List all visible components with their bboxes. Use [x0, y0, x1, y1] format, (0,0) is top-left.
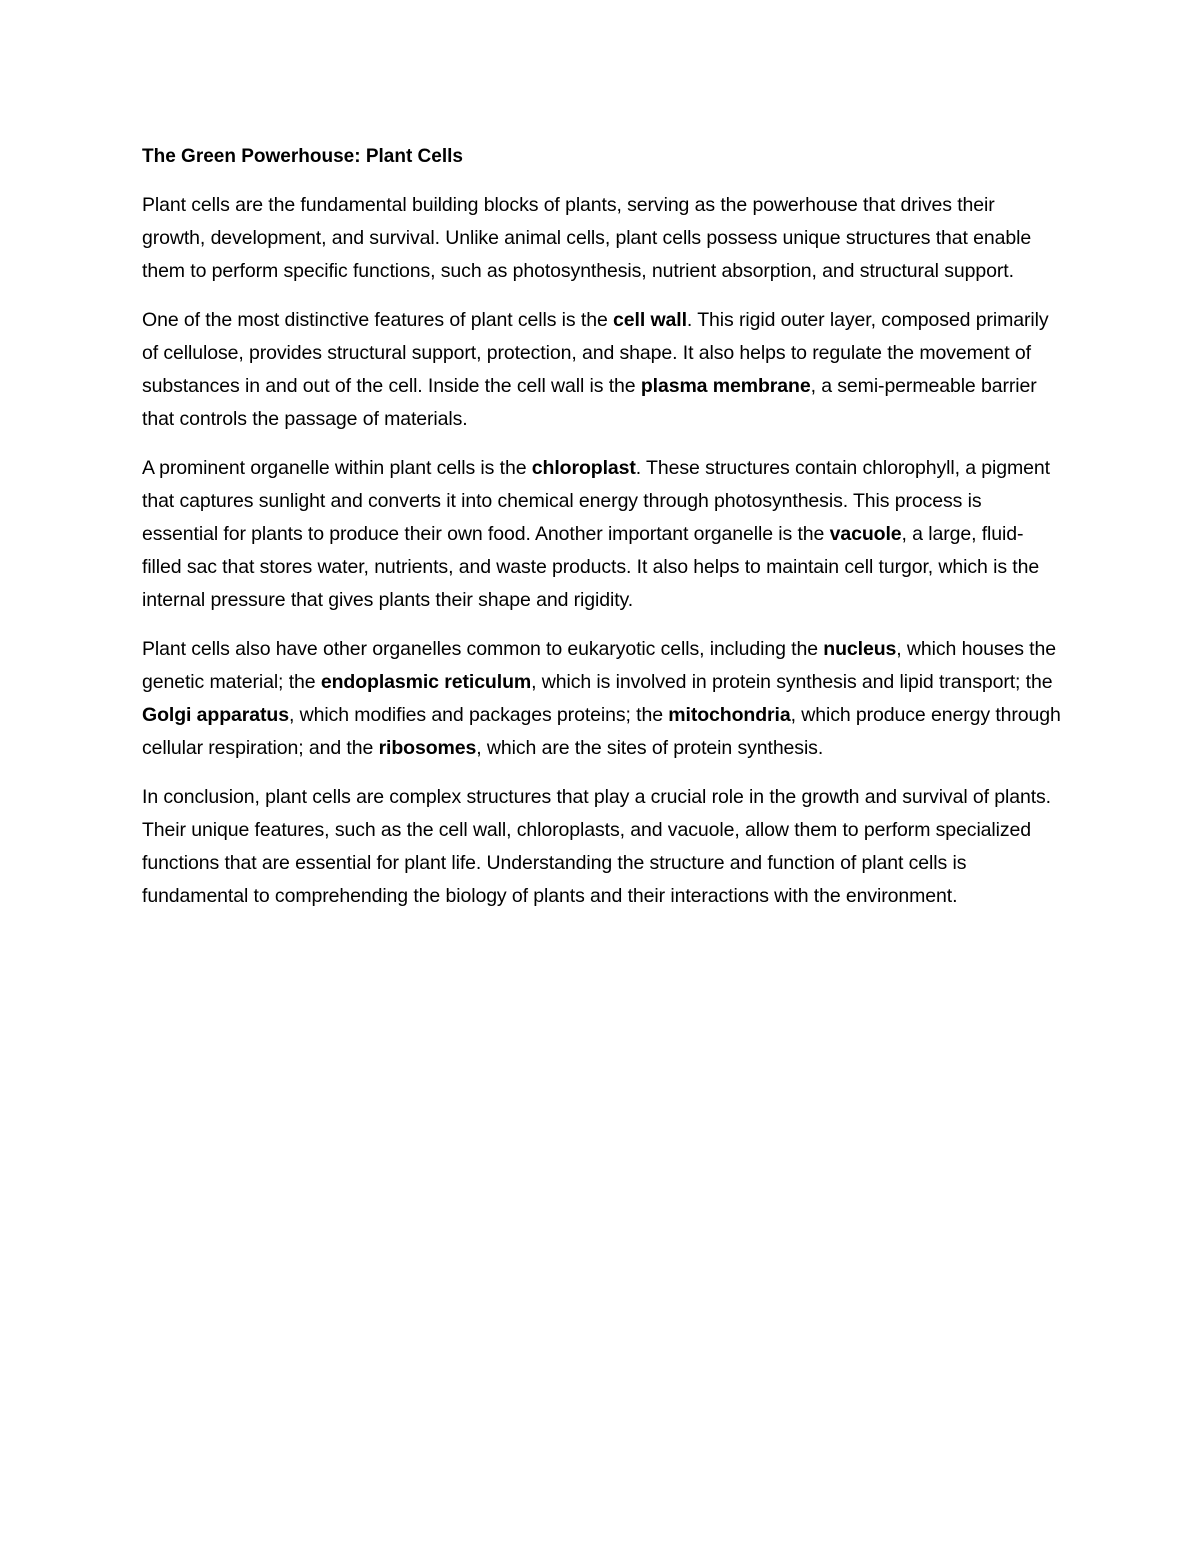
- text-run: , which is involved in protein synthesis and lipid transport; the: [531, 671, 1053, 693]
- bold-term: cell wall: [613, 309, 687, 331]
- paragraph-cell-wall: [142, 304, 1062, 436]
- bold-term: Golgi apparatus: [142, 704, 289, 726]
- text-run: One of the most distinctive features of plant cells is the: [142, 309, 614, 331]
- bold-term: ribosomes: [378, 737, 477, 759]
- paragraph-chloroplast: [142, 452, 1062, 617]
- text-run: Plant cells are the fundamental building blocks of plants, serving as the powerhouse that drives their growth, development, and survival. Unlike animal cells, plant cells possess unique structures that enable them to perform specific functions, such as photosynthesis, nutrient absorption, and structural support.: [142, 194, 1032, 282]
- paragraph-intro: [142, 189, 1062, 288]
- text-run: A prominent organelle within plant cells is the: [142, 457, 532, 479]
- document-body: [142, 189, 1062, 913]
- bold-term: plasma membrane: [640, 375, 811, 397]
- bold-term: nucleus: [823, 638, 897, 660]
- bold-term: vacuole: [829, 523, 902, 545]
- text-run: , which are the sites of protein synthesis.: [476, 737, 824, 759]
- text-run: , a large, fluid-filled sac that stores water, nutrients, and waste products. It also helps to maintain cell turgor, which is the internal pressure that gives plants their shape and rigidity.: [142, 523, 1040, 611]
- document-page: [142, 140, 1062, 929]
- text-run: , which modifies and packages proteins; the: [288, 704, 669, 726]
- paragraph-conclusion: [142, 781, 1062, 913]
- text-run: , a semi-permeable barrier that controls the passage of materials.: [142, 375, 1037, 430]
- text-run: . This rigid outer layer, composed primarily of cellulose, provides structural support, protection, and shape. It also helps to regulate the movement of substances in and out of the cell. Inside the cell wall is the: [142, 309, 1049, 397]
- text-run: , which produce energy through cellular respiration; and the: [142, 704, 1061, 759]
- paragraph-organelles: [142, 633, 1062, 765]
- document-title: The Green Powerhouse: Plant Cells: [142, 146, 463, 167]
- bold-term: mitochondria: [668, 704, 791, 726]
- text-run: In conclusion, plant cells are complex structures that play a crucial role in the growth and survival of plants. Their unique features, such as the cell wall, chloroplasts, and vacuole, allow them to perform specialized functions that are essential for plant life. Understanding the structure and function of plant cells is fundamental to comprehending the biology of plants and their interactions with the environment.: [142, 786, 1052, 907]
- text-run: , which houses the genetic material; the: [142, 638, 1056, 693]
- text-run: . These structures contain chlorophyll, a pigment that captures sunlight and converts it into chemical energy through photosynthesis. This process is essential for plants to produce their own food. Another important organelle is the: [142, 457, 1050, 545]
- text-run: Plant cells also have other organelles common to eukaryotic cells, including the: [142, 638, 824, 660]
- bold-term: endoplasmic reticulum: [320, 671, 532, 693]
- bold-term: chloroplast: [531, 457, 636, 479]
